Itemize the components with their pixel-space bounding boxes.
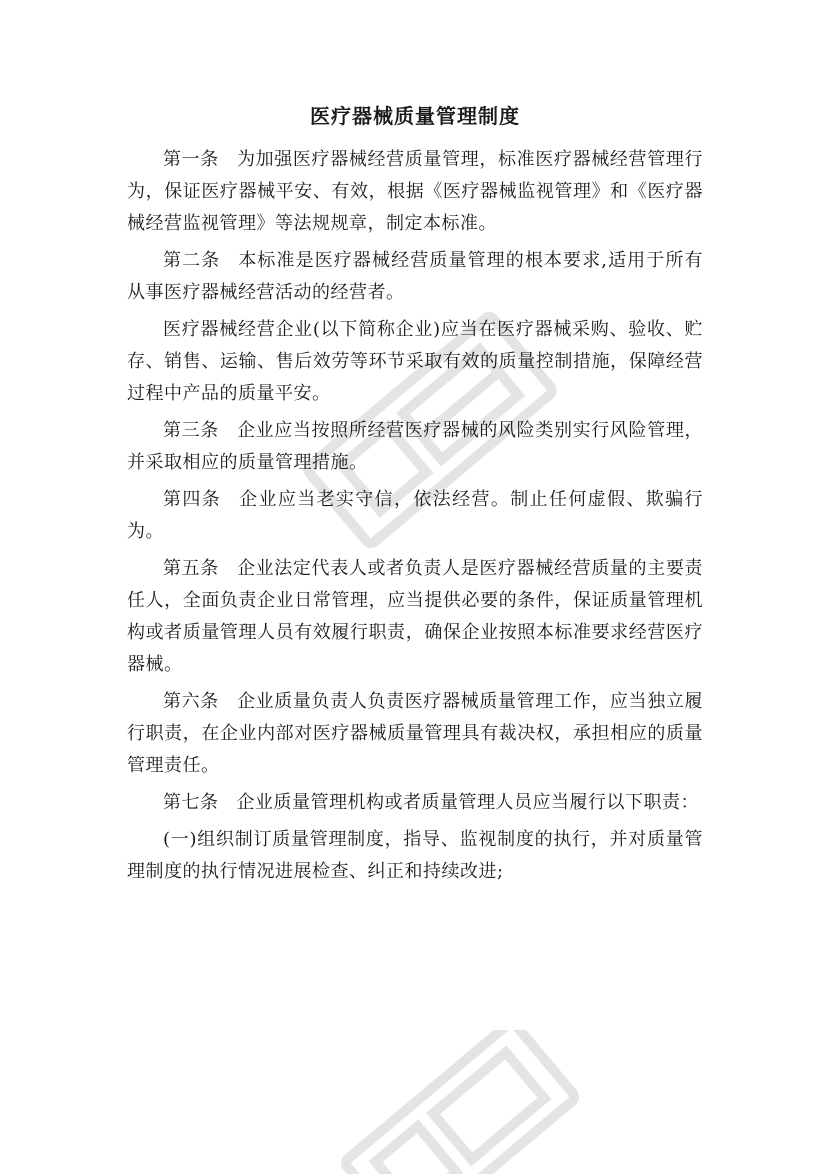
article-number: 第二条 xyxy=(163,250,221,271)
paragraph-text: (一)组织制订质量管理制度，指导、监视制度的执行，并对质量管理制度的执行情况进展检查、纠正和持续改进; xyxy=(127,829,703,882)
paragraph-article-7 xyxy=(127,787,703,819)
article-number: 第三条 xyxy=(163,420,219,441)
paragraph-text: 企业质量管理机构或者质量管理人员应当履行以下职责： xyxy=(236,792,699,813)
paragraph-text: 本标准是医疗器械经营质量管理的根本要求,适用于所有从事医疗器械经营活动的经营者。 xyxy=(127,250,703,303)
watermark-graphic-bottom xyxy=(330,1030,590,1174)
paragraph-article-7-item-1 xyxy=(127,824,703,888)
article-number: 第五条 xyxy=(163,558,219,579)
paragraph-text: 企业应当老实守信，依法经营。制止任何虚假、欺骗行为。 xyxy=(127,489,704,542)
paragraph-text: 为加强医疗器械经营质量管理，标准医疗器械经营管理行为，保证医疗器械平安、有效，根据《医疗器械监视管理》和《医疗器械经营监视管理》等法规规章，制定本标准。 xyxy=(127,149,704,234)
paragraph-article-2 xyxy=(127,245,703,309)
paragraph-article-3 xyxy=(127,415,703,479)
paragraph-article-1 xyxy=(127,144,703,240)
document-title: 医疗器械质量管理制度 xyxy=(310,104,520,128)
document-body xyxy=(127,144,703,893)
article-number: 第一条 xyxy=(163,149,219,170)
paragraph-article-6 xyxy=(127,686,703,782)
article-number: 第六条 xyxy=(163,691,219,712)
article-number: 第七条 xyxy=(163,792,219,813)
paragraph-text: 企业应当按照所经营医疗器械的风险类别实行风险管理，并采取相应的质量管理措施。 xyxy=(127,420,704,473)
paragraph-article-4 xyxy=(127,484,703,548)
paragraph-text: 企业质量负责人负责医疗器械质量管理工作，应当独立履行职责，在企业内部对医疗器械质量管理具有裁决权，承担相应的质量管理责任。 xyxy=(127,691,704,776)
paragraph-text: 医疗器械经营企业(以下简称企业)应当在医疗器械采购、验收、贮存、销售、运输、售后效劳等环节采取有效的质量控制措施，保障经营过程中产品的质量平安。 xyxy=(127,319,703,404)
article-number: 第四条 xyxy=(163,489,222,510)
paragraph-text: 企业法定代表人或者负责人是医疗器械经营质量的主要责任人，全面负责企业日常管理，应当提供必要的条件，保证质量管理机构或者质量管理人员有效履行职责，确保企业按照本标准要求经营医疗器械。 xyxy=(127,558,704,675)
paragraph-article-2-cont xyxy=(127,314,703,410)
paragraph-article-5 xyxy=(127,553,703,681)
